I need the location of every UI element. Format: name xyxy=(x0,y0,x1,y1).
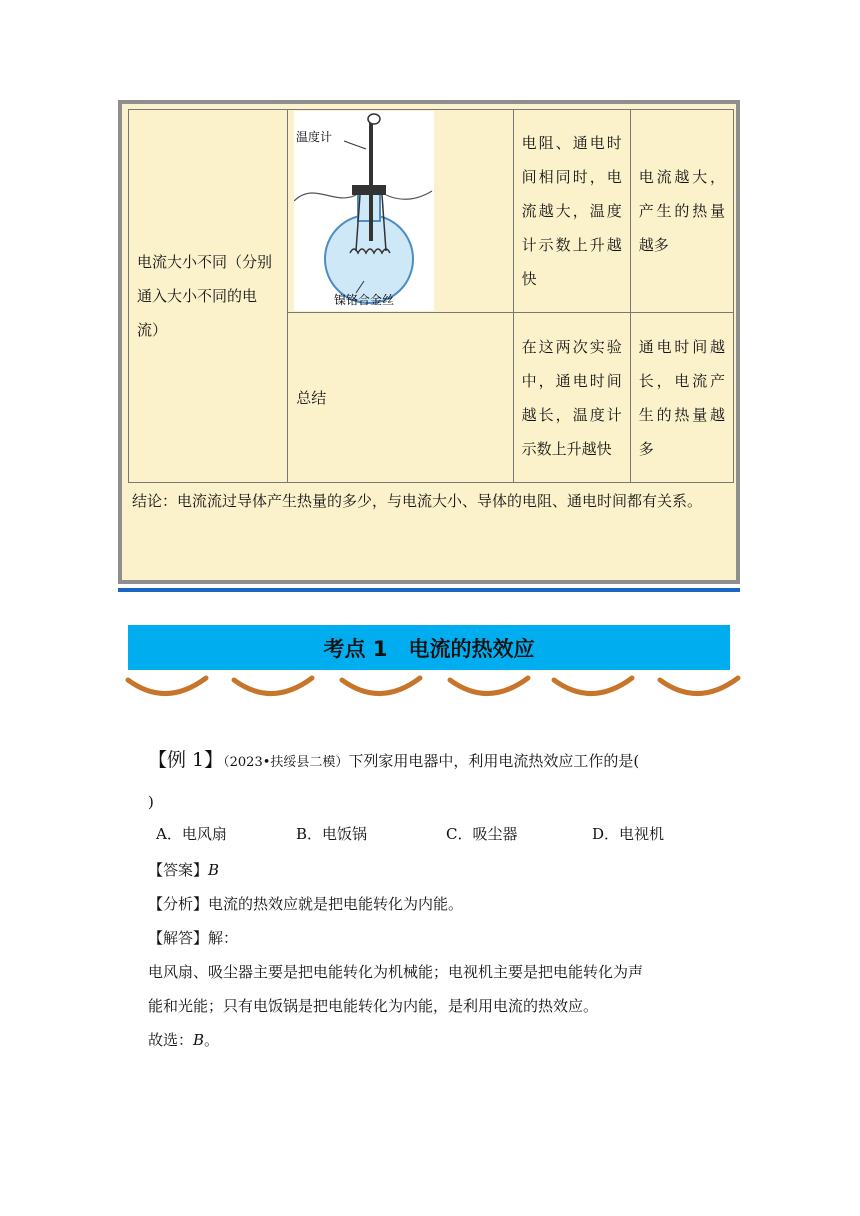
apparatus-figure xyxy=(294,111,434,311)
answer-label: 【答案】 xyxy=(148,861,209,879)
solution-label: 【解答】 xyxy=(148,929,209,947)
analysis-line xyxy=(148,892,463,916)
summary-label: 总结 xyxy=(288,313,513,483)
solution-text-1: 电风扇、吸尘器主要是把电能转化为机械能；电视机主要是把电能转化为声 xyxy=(148,963,644,981)
option-c: C．吸尘器 xyxy=(446,825,518,843)
conclusion-text: 结论：电流流过导体产生热量的多少，与电流大小、导体的电阻、通电时间都有关系。 xyxy=(132,492,703,510)
condition-cell: 电流大小不同（分别通入大小不同的电流） xyxy=(129,110,288,483)
example-question xyxy=(148,748,639,775)
experiment-box xyxy=(118,100,740,584)
option-a: A．电风扇 xyxy=(156,825,227,843)
solution-text-2: 能和光能；只有电饭锅是把电能转化为内能，是利用电流的热效应。 xyxy=(148,997,599,1015)
example-source: （2023•扶绥县二模） xyxy=(223,755,349,770)
choice-end: 。 xyxy=(204,1031,220,1049)
row2-conclusion: 通电时间越长，电流产生的热量越多 xyxy=(630,313,733,483)
row1-conclusion: 电流越大，产生的热量越多 xyxy=(630,110,733,313)
solution-intro: 解： xyxy=(208,929,239,947)
question-close: ) xyxy=(148,793,154,811)
figure-cell xyxy=(288,110,513,313)
row2-phenomenon: 在这两次实验中，通电时间越长，温度计示数上升越快 xyxy=(513,313,630,483)
analysis-text: 电流的热效应就是把电能转化为内能。 xyxy=(208,895,464,913)
option-d: D．电视机 xyxy=(592,825,665,843)
analysis-label: 【分析】 xyxy=(148,895,209,913)
wire-label: 镍铬合金丝 xyxy=(334,293,395,307)
choice-value: B xyxy=(193,1031,205,1049)
row1-phenomenon: 电阻、通电时间相同时，电流越大，温度计示数上升越快 xyxy=(513,110,630,313)
choice-label: 故选： xyxy=(148,1031,194,1049)
flask-apparatus-icon xyxy=(294,111,434,311)
option-b: B．电饭锅 xyxy=(296,825,368,843)
choice-line xyxy=(148,1028,219,1052)
banner-title: 考点 1 电流的热效应 xyxy=(323,636,535,661)
thermometer-label: 温度计 xyxy=(296,130,333,144)
answer-line xyxy=(148,858,219,882)
decorative-arcs xyxy=(122,670,742,704)
experiment-table xyxy=(128,109,734,483)
solution-line xyxy=(148,926,238,950)
section-banner xyxy=(128,625,730,670)
example-question-text: 下列家用电器中，利用电流热效应工作的是( xyxy=(348,752,640,770)
answer-value: B xyxy=(208,861,220,879)
example-label: 【例 1】 xyxy=(148,749,224,771)
